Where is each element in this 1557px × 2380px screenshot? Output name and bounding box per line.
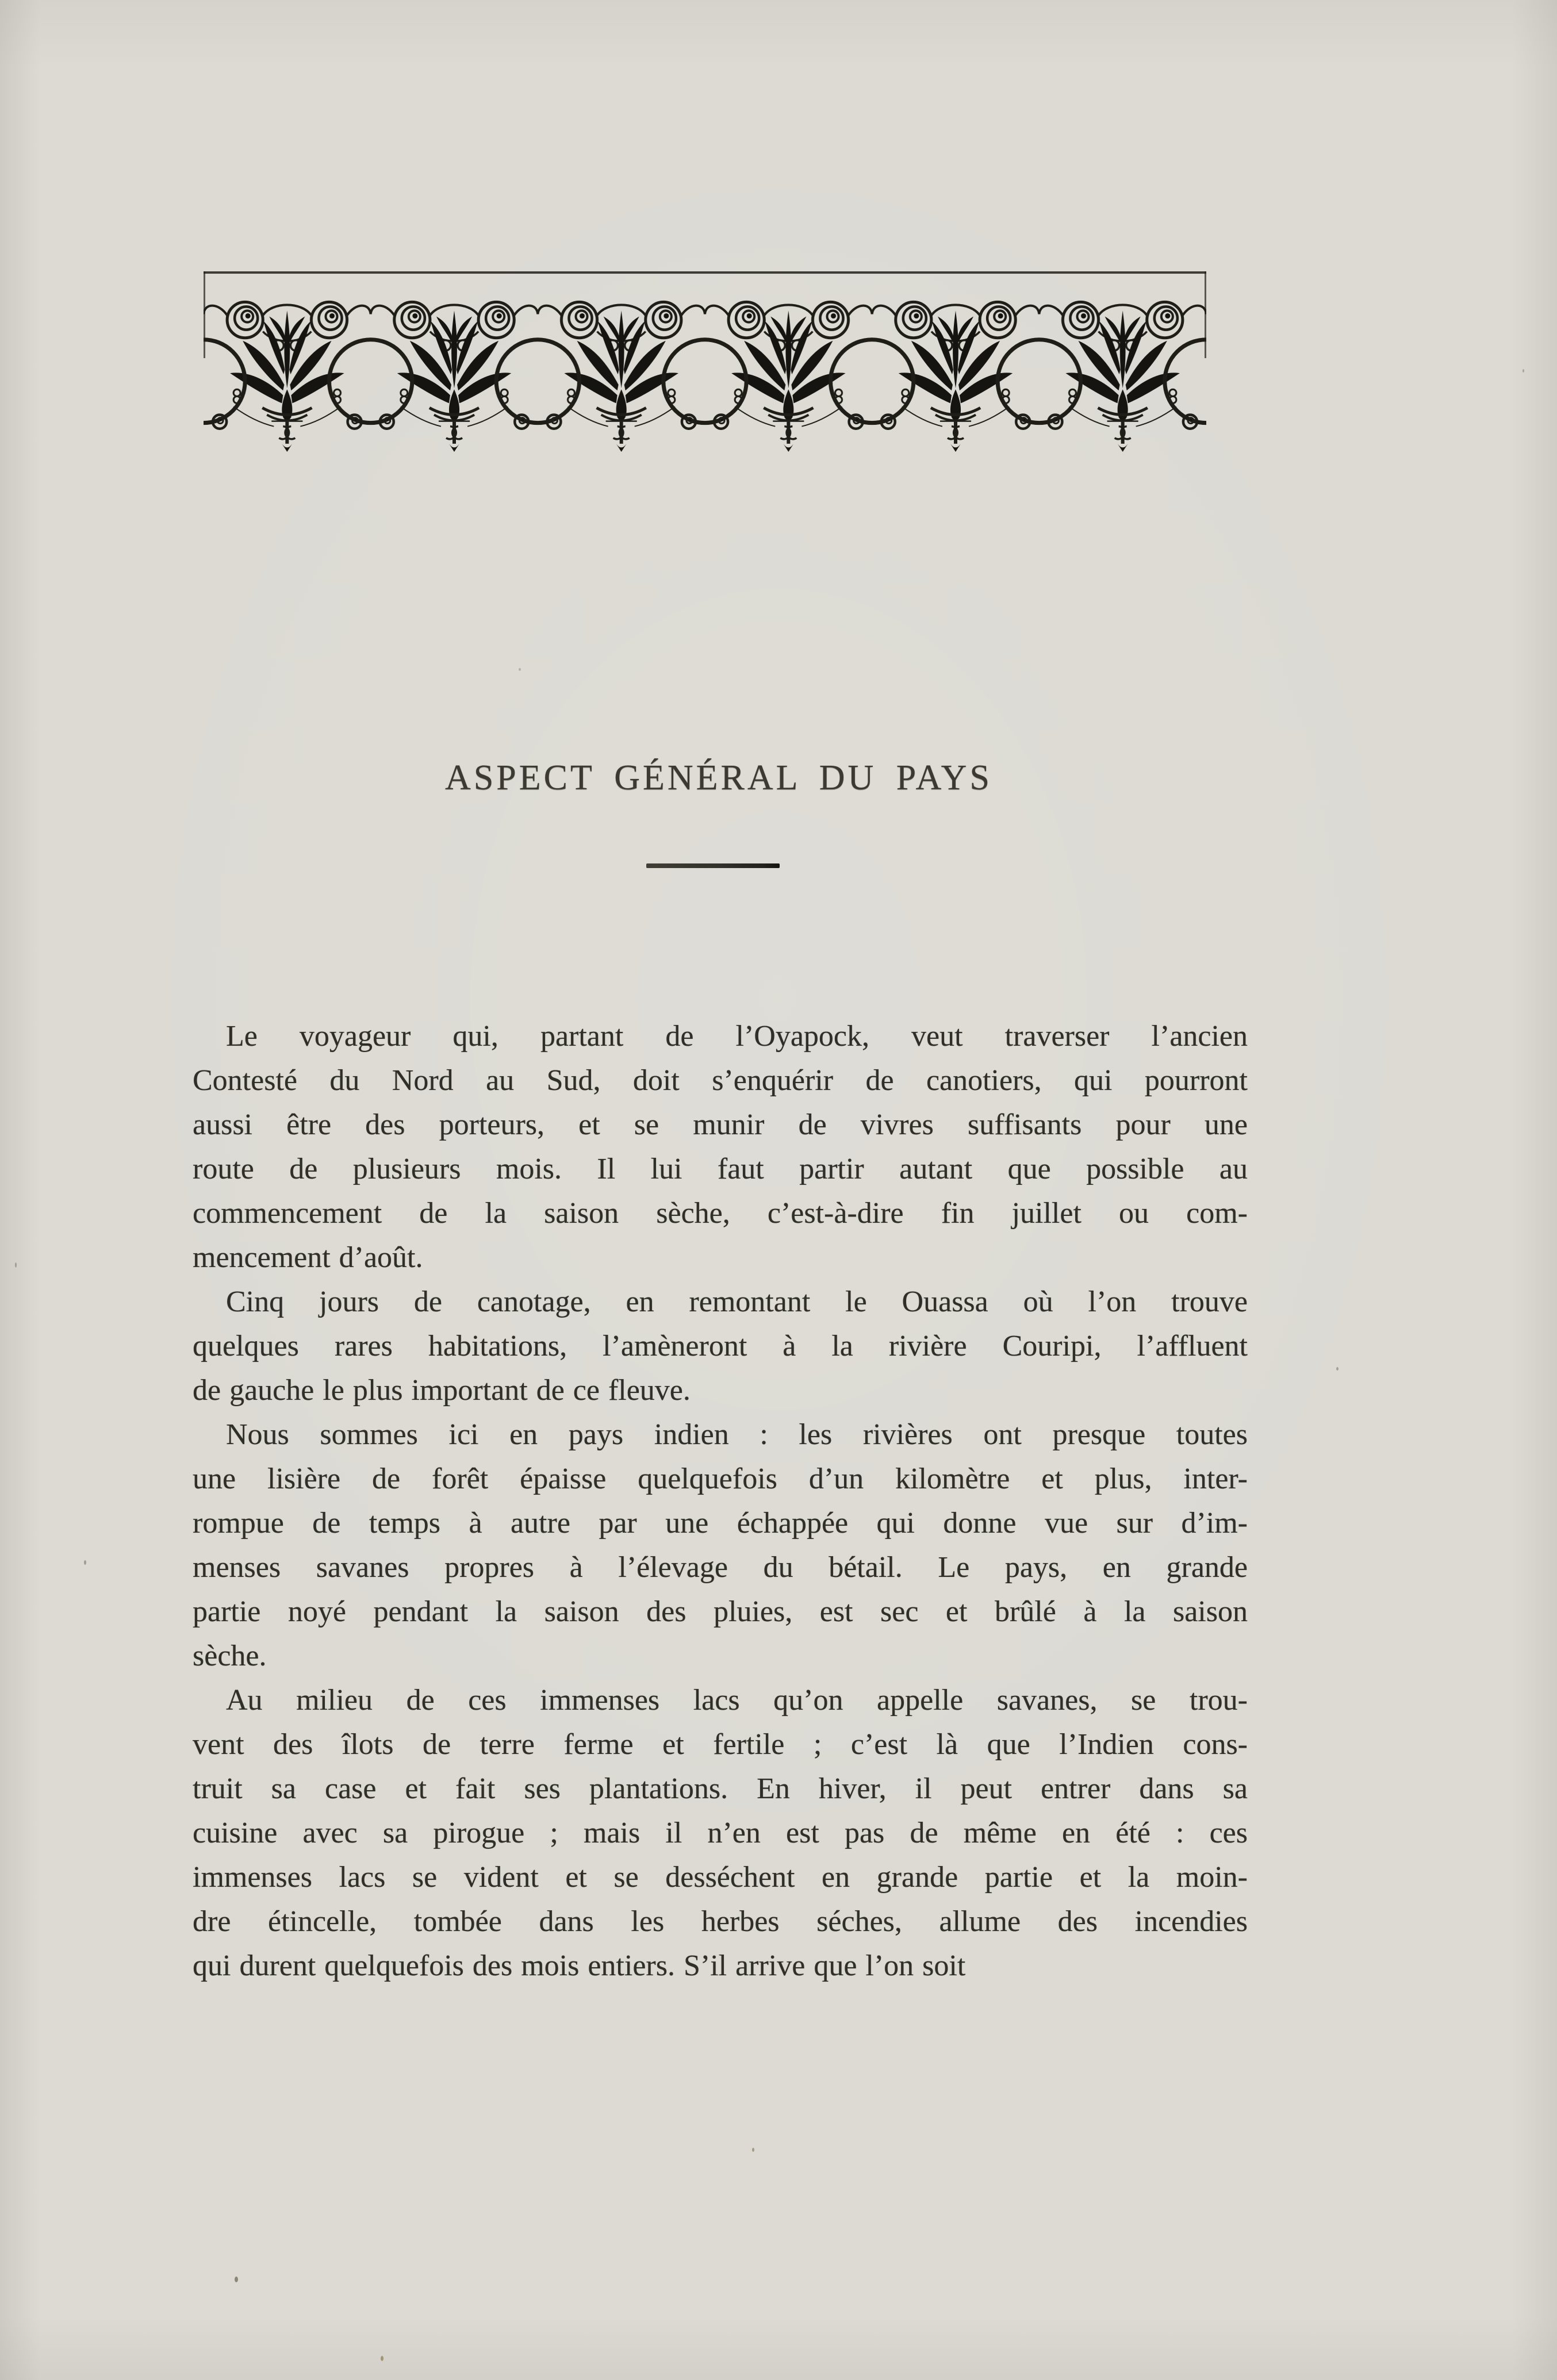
text-line: aussi être des porteurs, et se munir de vivres suffisants pour une <box>193 1108 1248 1141</box>
paper-speck <box>1523 369 1524 373</box>
text-line: rompue de temps à autre par une échappée qui donne vue sur d’im- <box>193 1507 1248 1540</box>
text-line: route de plusieurs mois. Il lui faut partir autant que possible au <box>193 1153 1248 1185</box>
text-line: sèche. <box>193 1640 267 1672</box>
text-line: mencement d’août. <box>193 1241 423 1274</box>
text-line: dre étincelle, tombée dans les herbes séches, allume des incendies <box>193 1905 1248 1938</box>
paper-speck <box>752 2148 754 2152</box>
text-line: immenses lacs se vident et se desséchent en grande partie et la moin- <box>193 1861 1248 1894</box>
text-line: Le voyageur qui, partant de l’Oyapock, veut traverser l’ancien <box>226 1020 1248 1053</box>
acanthus-frieze-icon <box>204 268 1206 459</box>
text-line: de gauche le plus important de ce fleuve. <box>193 1374 691 1407</box>
text-line: truit sa case et fait ses plantations. En hiver, il peut entrer dans sa <box>193 1772 1248 1805</box>
paragraph <box>193 1678 1248 1988</box>
chapter-heading <box>193 758 1245 799</box>
text-line: une lisière de forêt épaisse quelquefois d’un kilomètre et plus, inter- <box>193 1462 1248 1495</box>
paragraph <box>193 1412 1248 1678</box>
body-text <box>193 1014 1248 1988</box>
text-line: Nous sommes ici en pays indien : les rivières ont presque toutes <box>226 1418 1248 1451</box>
page-title: ASPECT GÉNÉRAL DU PAYS <box>445 758 992 797</box>
text-line: quelques rares habitations, l’amèneront à la rivière Couripi, l’affluent <box>193 1330 1248 1362</box>
text-line: vent des îlots de terre ferme et fertile ; c’est là que l’Indien cons- <box>193 1728 1248 1761</box>
paper-speck <box>381 2356 384 2361</box>
text-line: Au milieu de ces immenses lacs qu’on appelle savanes, se trou- <box>226 1684 1248 1717</box>
text-line: Contesté du Nord au Sud, doit s’enquérir de canotiers, qui pourront <box>193 1064 1248 1097</box>
text-line: Cinq jours de canotage, en remontant le Ouassa où l’on trouve <box>226 1285 1248 1318</box>
paper-speck <box>235 2277 238 2282</box>
paper-speck <box>15 1262 17 1268</box>
ornamental-header-band <box>204 268 1206 459</box>
text-line: menses savanes propres à l’élevage du bétail. Le pays, en grande <box>193 1551 1248 1584</box>
text-line: partie noyé pendant la saison des pluies, est sec et brûlé à la saison <box>193 1595 1248 1628</box>
text-line: commencement de la saison sèche, c’est-à-dire fin juillet ou com- <box>193 1197 1248 1230</box>
title-divider-rule <box>646 863 780 868</box>
text-line: qui durent quelquefois des mois entiers. S’il arrive que l’on soit <box>193 1949 966 1982</box>
paragraph <box>193 1014 1248 1280</box>
paper-speck <box>84 1560 86 1565</box>
paragraph <box>193 1280 1248 1412</box>
paper-speck <box>519 668 521 671</box>
paper-speck <box>1336 1367 1339 1371</box>
text-line: cuisine avec sa pirogue ; mais il n’en est pas de même en été : ces <box>193 1817 1248 1849</box>
